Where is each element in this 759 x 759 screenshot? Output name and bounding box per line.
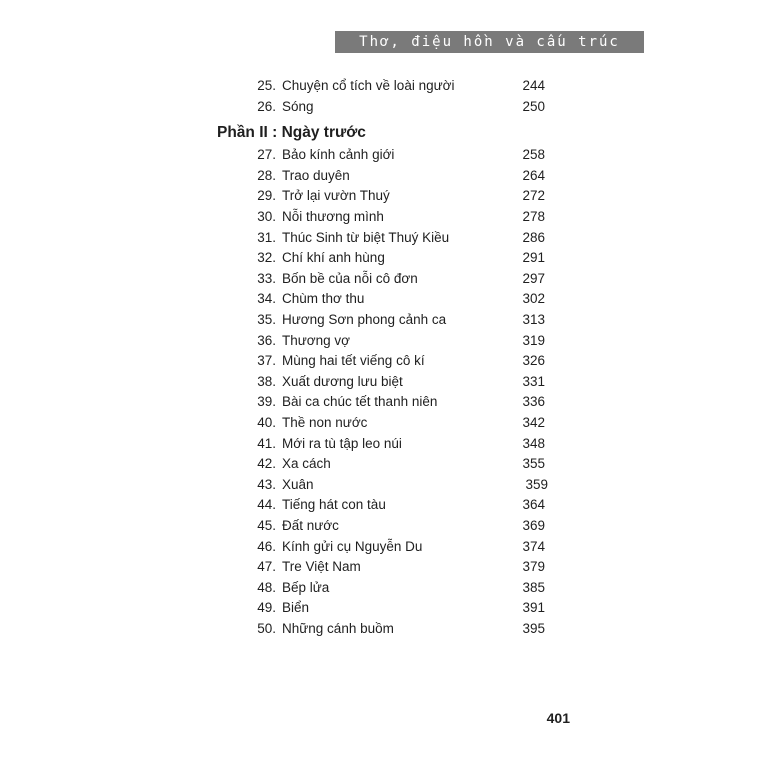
entry-title: Trở lại vườn Thuý (282, 188, 390, 203)
section-heading: Phần II : Ngày trước (217, 124, 366, 141)
entry-number: 38. (257, 374, 276, 389)
entry-title: Chí khí anh hùng (282, 250, 385, 265)
entry-title: Trao duyên (282, 168, 350, 183)
entry-number: 35. (257, 312, 276, 327)
entry-title: Bài ca chúc tết thanh niên (282, 394, 438, 409)
entry-number: 39. (257, 394, 276, 409)
entry-number: 25. (257, 78, 276, 93)
entry-page: 319 (522, 333, 545, 348)
entry-page: 369 (522, 518, 545, 533)
entry-title: Xuất dương lưu biệt (282, 374, 403, 389)
entry-page: 291 (522, 250, 545, 265)
entry-title: Bảo kính cảnh giới (282, 147, 395, 162)
entry-number: 27. (257, 147, 276, 162)
entry-number: 40. (257, 415, 276, 430)
entry-number: 34. (257, 291, 276, 306)
entry-number: 30. (257, 209, 276, 224)
entry-title: Biển (282, 600, 310, 615)
entry-title: Thương vợ (282, 333, 351, 348)
entry-page: 355 (522, 456, 545, 471)
entry-page: 342 (522, 415, 545, 430)
entry-page: 359 (525, 477, 548, 492)
entry-title: Thúc Sinh từ biệt Thuý Kiều (282, 230, 450, 245)
entry-page: 264 (522, 168, 545, 183)
entry-number: 29. (257, 188, 276, 203)
entry-title: Bốn bề của nỗi cô đơn (282, 271, 418, 286)
entry-title: Hương Sơn phong cảnh ca (282, 312, 447, 327)
entry-page: 348 (522, 436, 545, 451)
entry-number: 37. (257, 353, 276, 368)
entry-title: Những cánh buồm (282, 621, 394, 636)
entry-title: Xa cách (282, 456, 331, 471)
entry-title: Đất nước (282, 518, 339, 533)
entry-page: 364 (522, 497, 545, 512)
page-number: 401 (546, 710, 570, 726)
entry-title: Chuyện cổ tích về loài người (282, 78, 455, 93)
entry-page: 391 (522, 600, 545, 615)
entry-title: Mùng hai tết viếng cô kí (282, 353, 425, 368)
entry-number: 36. (257, 333, 276, 348)
entry-page: 395 (522, 621, 545, 636)
entry-title: Bếp lửa (282, 580, 330, 595)
entry-page: 385 (522, 580, 545, 595)
entry-number: 44. (257, 497, 276, 512)
entry-title: Mới ra tù tập leo núi (282, 436, 402, 451)
entry-page: 302 (522, 291, 545, 306)
entry-title: Chùm thơ thu (282, 291, 365, 306)
entry-number: 26. (257, 99, 276, 114)
entry-page: 272 (522, 188, 545, 203)
entry-number: 46. (257, 539, 276, 554)
entry-number: 45. (257, 518, 276, 533)
entry-number: 31. (257, 230, 276, 245)
running-header: Thơ, điệu hồn và cấu trúc (335, 31, 644, 53)
entry-page: 313 (522, 312, 545, 327)
entry-page: 244 (522, 78, 545, 93)
entry-number: 32. (257, 250, 276, 265)
entry-title: Sóng (282, 99, 314, 114)
entry-title: Tiếng hát con tàu (282, 497, 386, 512)
entry-number: 47. (257, 559, 276, 574)
entry-title: Kính gửi cụ Nguyễn Du (282, 539, 423, 554)
entry-page: 326 (522, 353, 545, 368)
entry-page: 278 (522, 209, 545, 224)
entry-number: 48. (257, 580, 276, 595)
entry-title: Thề non nước (282, 415, 368, 430)
entry-number: 50. (257, 621, 276, 636)
entry-page: 250 (522, 99, 545, 114)
entry-page: 374 (522, 539, 545, 554)
entry-page: 336 (522, 394, 545, 409)
entry-number: 42. (257, 456, 276, 471)
entry-number: 49. (257, 600, 276, 615)
entry-page: 258 (522, 147, 545, 162)
entry-title: Nỗi thương mình (282, 209, 384, 224)
entry-page: 379 (522, 559, 545, 574)
entry-page: 297 (522, 271, 545, 286)
entry-number: 43. (257, 477, 276, 492)
entry-page: 331 (522, 374, 545, 389)
entry-title: Xuân (282, 477, 314, 492)
entry-number: 28. (257, 168, 276, 183)
entry-number: 33. (257, 271, 276, 286)
entry-number: 41. (257, 436, 276, 451)
entry-page: 286 (522, 230, 545, 245)
entry-title: Tre Việt Nam (282, 559, 361, 574)
